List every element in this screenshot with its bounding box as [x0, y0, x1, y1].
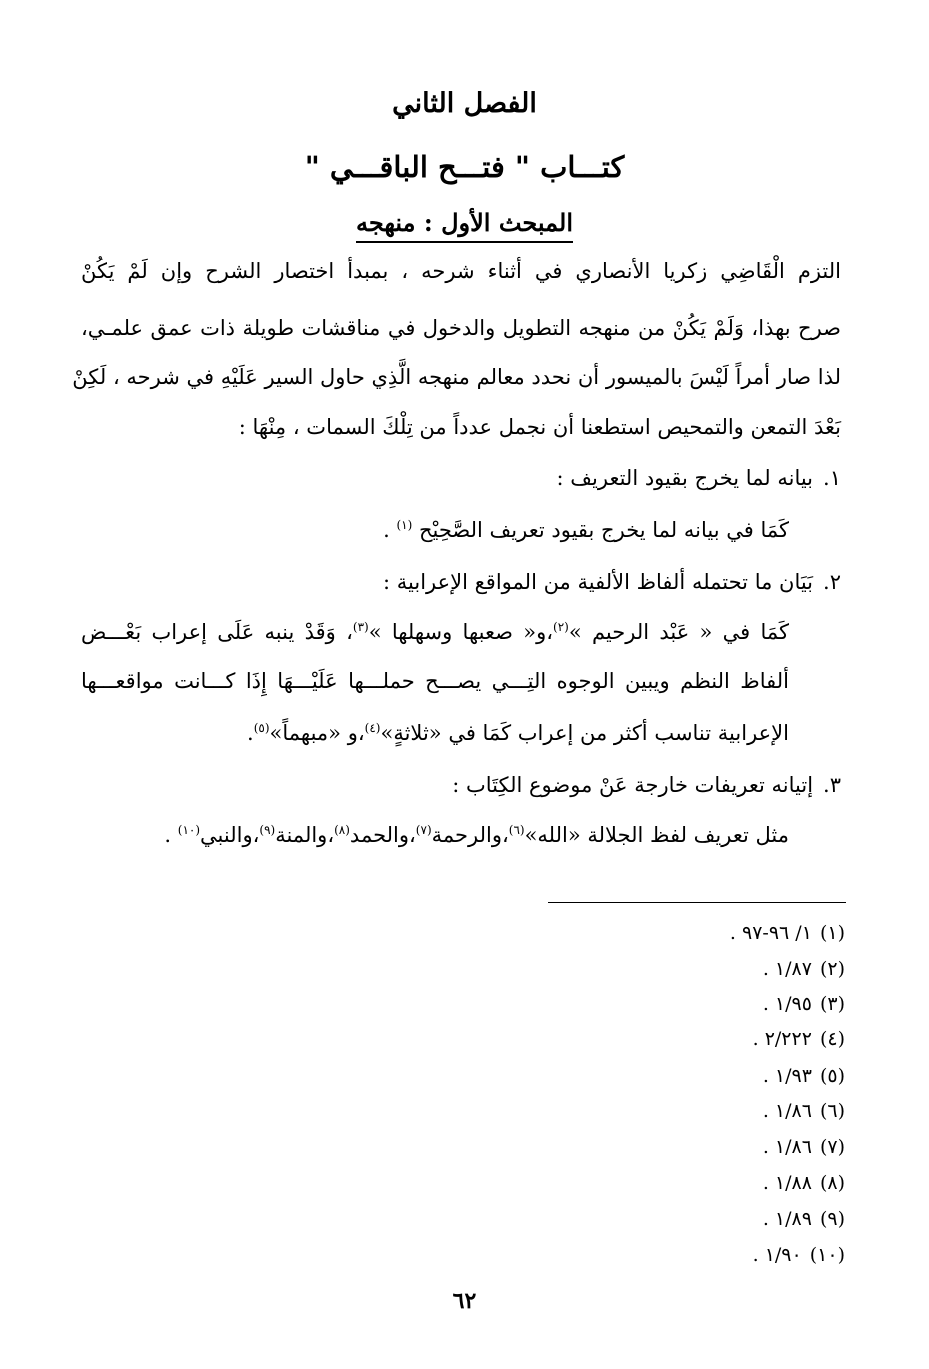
list-item-1-title	[557, 463, 841, 493]
footnote-1	[730, 920, 845, 946]
footnote-ref-10: (١٠)	[177, 823, 201, 837]
footnote-text: ١/٨٧ .	[762, 958, 812, 980]
footnote-number: (٥)	[819, 1065, 845, 1087]
list-item-3-p2: ،والرحمة	[431, 823, 509, 847]
list-item-2-l1c: ، وَقَدْ ينبه عَلَى إعراب بَعْـــض	[81, 620, 353, 644]
list-item-3-p4: ،والمنة	[275, 823, 335, 847]
footnote-7	[763, 1134, 845, 1160]
footnote-number: (٤)	[819, 1028, 845, 1050]
footnote-text: ٢/٢٢٢ .	[752, 1028, 812, 1050]
list-item-2-number: ٢.	[823, 570, 841, 594]
list-item-2-heading: بَيَان ما تحتمله ألفاظ الألفية من المواقع الإعرابية :	[383, 570, 814, 594]
list-item-3-p5: ،والنبي	[200, 823, 260, 847]
footnote-2	[763, 956, 845, 982]
list-item-2-l3b: ،و «مبهماً»	[269, 721, 365, 745]
footnote-text: ١/٩٣ .	[762, 1065, 812, 1087]
footnote-ref-4: (٤)	[364, 721, 381, 735]
footnote-ref-5: (٥)	[253, 721, 270, 735]
footnote-text: ١/٩٥ .	[762, 993, 812, 1015]
footnote-5	[763, 1063, 845, 1089]
list-item-3-number: ٣.	[823, 773, 841, 797]
footnote-6	[763, 1098, 845, 1124]
list-item-2-title	[383, 567, 841, 597]
page-number: ٦٢	[452, 1288, 477, 1314]
footnote-4	[753, 1026, 845, 1052]
list-item-2-l3c: .	[247, 721, 254, 745]
footnote-number: (٢)	[819, 958, 845, 980]
footnote-text: ١/٨٩ .	[762, 1208, 812, 1230]
footnote-number: (٩)	[819, 1208, 845, 1230]
list-item-2-l3a: الإعرابية تناسب أكثر من إعراب كَمَا في «ثلاثةٍ»	[380, 721, 789, 745]
footnote-ref-7: (٧)	[415, 823, 432, 837]
footnote-text: ١/ ٩٦-٩٧ .	[729, 922, 812, 944]
footnote-number: (٧)	[819, 1136, 845, 1158]
list-item-3-heading: إتيانه تعريفات خارجة عَنْ موضوع الكِتَاب :	[452, 773, 814, 797]
footnote-ref-6: (٦)	[508, 823, 525, 837]
intro-line-1: التزم الْقَاضِي زكريا الأنصاري في أثناء شرحه ، بمبدأ اختصار الشرح وإن لَمْ يَكُنْ	[81, 259, 841, 283]
list-item-3-p3: ،والحمد	[349, 823, 416, 847]
footnote-number: (١)	[819, 922, 845, 944]
footnote-8	[763, 1170, 845, 1196]
list-item-1-end: .	[383, 518, 397, 542]
section-title	[0, 208, 929, 237]
chapter-title: الفصل الثاني	[392, 88, 537, 119]
list-item-2-l1a: كَمَا في « عَبْد الرحيم »	[568, 620, 790, 644]
footnote-text: ١/٨٦ .	[762, 1136, 812, 1158]
list-item-1-heading: بيانه لما يخرج بقيود التعريف :	[556, 466, 814, 490]
list-item-3-p1: مثل تعريف لفظ الجلالة «الله»	[524, 823, 789, 847]
list-item-3-title	[452, 770, 841, 800]
list-item-2-line-2: ألفاظ النظم ويبين الوجوه التِـــي يصـــح حملـــها عَلَيْـــهَا إِذَا كـــانت مواقعـــها	[81, 669, 789, 693]
list-item-2-line-1	[81, 617, 841, 647]
footnote-number: (١٠)	[809, 1244, 845, 1266]
footnote-ref-1: (١)	[396, 518, 413, 532]
footnote-separator	[548, 902, 846, 903]
footnote-text: ١/٨٨ .	[762, 1172, 812, 1194]
intro-line-2: صرح بهذا، وَلَمْ يَكُنْ من منهجه التطويل والدخول في مناقشات طويلة ذات عمق علمـي،	[81, 316, 841, 340]
list-item-3-text	[81, 820, 789, 850]
list-item-1-body: كَمَا في بيانه لما يخرج بقيود تعريف الصَّحِيْح	[418, 518, 789, 542]
footnote-3	[763, 991, 845, 1017]
intro-line-3: لذا صار أمراً لَيْسَ بالميسور أن نحدد معالم منهجه الَّذِي حاول السير عَلَيْهِ في شرحه ، لَكِنْ	[72, 365, 841, 389]
list-item-2-l1b: ،و« صعبها وسهلها »	[368, 620, 553, 644]
footnote-ref-3: (٣)	[352, 620, 369, 634]
footnote-number: (٨)	[819, 1172, 845, 1194]
book-title: كتـــاب " فتـــح الباقـــي "	[304, 150, 625, 184]
list-item-2-line-3	[81, 718, 789, 748]
footnote-text: ١/٩٠ .	[752, 1244, 802, 1266]
footnote-ref-8: (٨)	[334, 823, 350, 837]
intro-line-4: بَعْدَ التمعن والتمحيص استطعنا أن نجمل عدداً من تِلْكَ السمات ، مِنْهَا :	[238, 415, 841, 439]
list-item-1-text	[81, 515, 789, 545]
footnote-9	[763, 1206, 845, 1232]
footnote-10	[753, 1242, 845, 1268]
footnote-number: (٣)	[819, 993, 845, 1015]
footnote-text: ١/٨٦ .	[762, 1100, 812, 1122]
footnote-ref-9: (٩)	[259, 823, 276, 837]
footnote-ref-2: (٢)	[553, 620, 569, 634]
list-item-1-number: ١.	[823, 466, 841, 490]
list-item-3-p6: .	[164, 823, 178, 847]
section-title-text: المبحث الأول : منهجه	[356, 208, 573, 243]
footnote-number: (٦)	[819, 1100, 845, 1122]
